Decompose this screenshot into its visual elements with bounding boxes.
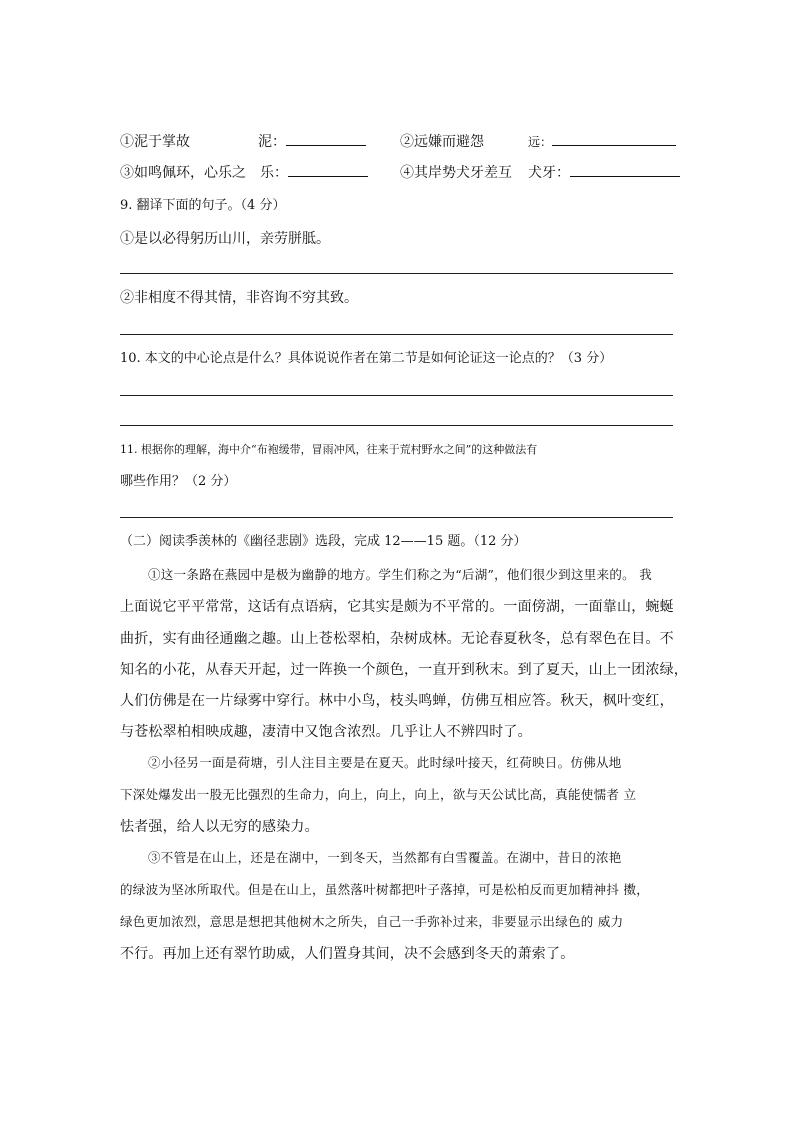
para2-line-3: 怯者强，给人以无穷的感染力。 xyxy=(120,819,319,835)
answer-line-q10-1[interactable] xyxy=(120,395,673,396)
para2-line-2: 下深处爆发出一股无比强烈的生命力，向上，向上，向上，欲与天公试比高，真能使懦者 立 xyxy=(120,787,637,802)
vocab-phrase-1: ①泥于掌故 xyxy=(120,134,190,150)
vocab-phrase-3: ③如鸣佩环，心乐之 xyxy=(120,165,246,181)
para1-line-5: 人们仿佛是在一片绿雾中穿行。林中小鸟，枝头鸣蝉，仿佛互相应答。秋天，枫叶变红， xyxy=(120,693,674,709)
vocab-term-3-wrap xyxy=(260,164,368,182)
para3-line-4: 不行。再加上还有翠竹助威，人们置身其间，决不会感到冬天的萧索了。 xyxy=(120,946,575,962)
para3-line-2: 的绿波为坚冰所取代。但是在山上，虽然落叶树都把叶子落掉，可是松柏反而更加精神抖 擞， xyxy=(120,882,650,897)
para1-line-6: 与苍松翠柏相映成趣，凄清中又饱含浓烈。几乎让人不辨四时了。 xyxy=(120,724,532,740)
q11-line-2: 哪些作用？（2 分） xyxy=(120,474,237,489)
vocab-phrase-4: ④其岸势犬牙差互 xyxy=(400,165,512,181)
vocab-item-2 xyxy=(400,133,484,151)
para1-line-2: 上面说它平平常常，这话有点语病，它其实是颇为不平常的。一面傍湖，一面靠山，蜿蜒 xyxy=(120,599,674,615)
vocab-term-3: 乐： xyxy=(260,165,288,181)
q9-title: 9. 翻译下面的句子。（4 分） xyxy=(120,198,286,213)
answer-line-q9-1[interactable] xyxy=(120,273,673,274)
vocab-phrase-2: ②远嫌而避怨 xyxy=(400,134,484,150)
vocab-term-2-wrap xyxy=(528,133,676,151)
vocab-term-4: 犬牙： xyxy=(528,165,570,181)
answer-blank-2[interactable] xyxy=(552,133,676,146)
q11-line-1: 11. 根据你的理解，海中介“布袍缓带，冒雨冲风，往来于荒村野水之间”的这种做法有 xyxy=(120,443,538,456)
para2-line-1: ②小径另一面是荷塘，引人注目主要是在夏天。此时绿叶接天，红荷映日。仿佛从地 xyxy=(148,755,622,770)
answer-line-q9-2[interactable] xyxy=(120,334,673,335)
q9-sentence-1: ①是以必得躬历山川，亲劳胼胝。 xyxy=(120,231,330,247)
vocab-term-4-wrap xyxy=(528,164,680,182)
para1-line-4: 知名的小花，从春天开起，过一阵换一个颜色，一直开到秋末。到了夏天，山上一团浓绿， xyxy=(120,662,688,678)
vocab-term-1-wrap xyxy=(258,133,366,151)
answer-blank-3[interactable] xyxy=(288,164,368,177)
vocab-item-4 xyxy=(400,164,512,182)
vocab-term-1: 泥： xyxy=(258,134,286,150)
answer-line-q10-2[interactable] xyxy=(120,425,673,426)
answer-blank-1[interactable] xyxy=(286,133,366,146)
answer-line-q11[interactable] xyxy=(120,517,673,518)
vocab-term-2: 远： xyxy=(528,135,553,149)
para3-line-1: ③不管是在山上，还是在湖中，一到冬天，当然都有白雪覆盖。在湖中，昔日的浓艳 xyxy=(148,850,622,865)
q9-sentence-2: ②非相度不得其情，非咨询不穷其致。 xyxy=(120,290,358,306)
para1-line-1: ①这一条路在燕园中是极为幽静的地方。学生们称之为“后湖”，他们很少到这里来的。 我 xyxy=(148,567,653,582)
vocab-item-3 xyxy=(120,164,246,182)
q10-title: 10. 本文的中心论点是什么？具体说说作者在第二节是如何论证这一论点的？（3 分） xyxy=(120,351,613,366)
para1-line-3: 曲折，实有曲径通幽之趣。山上苍松翠柏，杂树成林。无论春夏秋冬，总有翠色在目。不 xyxy=(120,631,674,647)
answer-blank-4[interactable] xyxy=(570,164,680,177)
para3-line-3: 绿色更加浓烈，意思是想把其他树木之所失，自己一手弥补过来，非要显示出绿色的 威力 xyxy=(120,914,624,929)
vocab-item-1 xyxy=(120,133,190,151)
section-2-heading: （二）阅读季羡林的《幽径悲剧》选段，完成 12——15 题。（12 分） xyxy=(120,534,527,549)
